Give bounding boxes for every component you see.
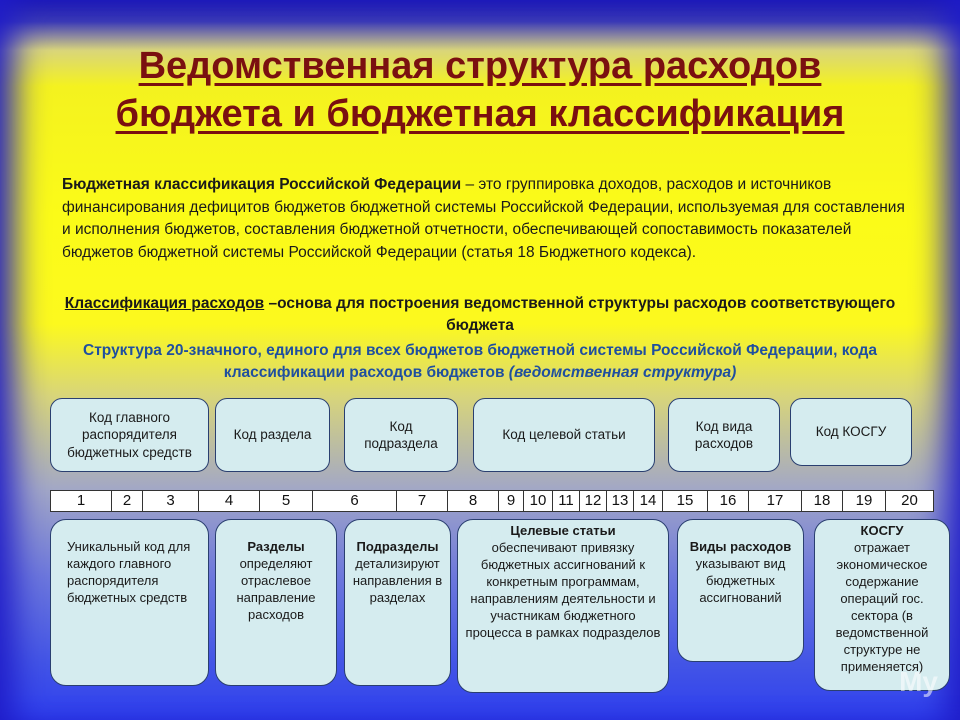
digit-cell: 5 [260, 491, 313, 511]
desc-text: отражает экономическое содержание операций гос. сектора (в ведомственной структуре не применяется) [835, 540, 929, 674]
code-box-target-article: Код целевой статьи [473, 398, 655, 472]
desc-text: определяют отраслевое направление расходов [236, 556, 316, 622]
desc-head: Разделы [247, 539, 305, 554]
digit-cell: 18 [802, 491, 843, 511]
digit-cell: 10 [524, 491, 553, 511]
digit-cell: 3 [143, 491, 199, 511]
desc-text: Уникальный код для каждого главного распорядителя бюджетных средств [67, 539, 191, 605]
digit-cell: 1 [51, 491, 112, 511]
digit-cell: 20 [901, 492, 918, 509]
desc-head: Подразделы [356, 539, 439, 554]
classification-term: Классификация расходов [64, 295, 265, 312]
classification-statement [40, 293, 920, 337]
code-box-kosgu: Код КОСГУ [790, 398, 912, 466]
desc-head: КОСГУ [860, 523, 904, 538]
title-line-2: бюджета и бюджетная классификация [115, 93, 845, 135]
digit-cell: 11 [553, 491, 580, 511]
digit-cell: 12 [580, 491, 607, 511]
desc-box-target-articles [457, 519, 669, 693]
watermark: My [899, 666, 938, 697]
desc-text: указывают вид бюджетных ассигнований [695, 556, 786, 605]
definition-text: – это группировка доходов, расходов и источников финансирования дефицитов бюджетов бюджетной системы Российской Федерации, используемая для составления и исполнения бюджетов, составления бюджетной отчетности, обеспечивающей сопоставимость показателей бюджетов бюджетной системы Российской Федерации (статья 18 Бюджетного кодекса). [62, 176, 905, 261]
definition-paragraph [62, 174, 912, 264]
digit-cell: 6 [313, 491, 397, 511]
code-box-section: Код раздела [215, 398, 330, 472]
desc-text: детализируют направления в разделах [352, 556, 443, 605]
structure-heading [50, 340, 910, 384]
desc-text: обеспечивают привязку бюджетных ассигнований к конкретным программам, направлениям деятельности и участникам бюджетного процесса в рамках подразделов [465, 540, 661, 640]
desc-box-main-manager [50, 519, 209, 686]
digit-cell: 2 [112, 491, 143, 511]
desc-box-expense-types [677, 519, 804, 662]
desc-box-sections [215, 519, 337, 686]
digit-cell: 15 [663, 491, 708, 511]
desc-head: Целевые статьи [510, 523, 616, 538]
code-box-subsection: Код подраздела [344, 398, 458, 472]
desc-head: Виды расходов [689, 539, 792, 554]
desc-box-subsections [344, 519, 451, 686]
digit-cell: 16 [708, 491, 749, 511]
digit-cell: 19 [843, 491, 886, 511]
digit-row [50, 490, 934, 512]
digit-cell: 8 [448, 491, 499, 511]
digit-cell: 13 [607, 491, 634, 511]
digit-cell: 7 [397, 491, 448, 511]
code-box-expense-type: Код вида расходов [668, 398, 780, 472]
classification-text: –основа для построения ведомственной структуры расходов соответствующего бюджета [264, 295, 896, 334]
definition-term: Бюджетная классификация Российской Федерации [62, 176, 462, 193]
structure-italic: (ведомственная структура) [508, 364, 737, 381]
digit-cell: 14 [634, 491, 663, 511]
code-box-main-manager: Код главного распорядителя бюджетных средств [50, 398, 209, 472]
page-title [0, 42, 960, 138]
title-line-1: Ведомственная структура расходов [138, 45, 822, 87]
digit-cell: 4 [199, 491, 260, 511]
structure-text: Структура 20-значного, единого для всех бюджетов бюджетной системы Российской Федерации, кода классификации расходов бюджетов [83, 342, 877, 381]
digit-cell: 17 [749, 491, 802, 511]
digit-cell: 9 [499, 491, 524, 511]
